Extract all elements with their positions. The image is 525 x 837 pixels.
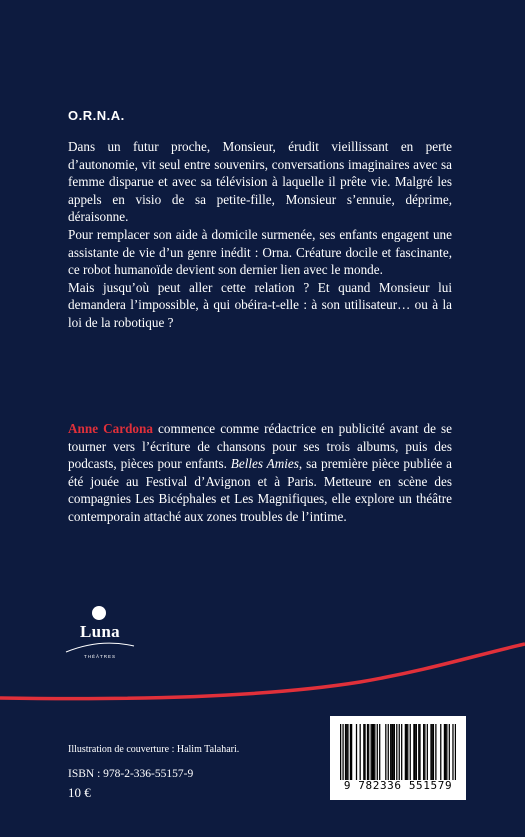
barcode-bar bbox=[350, 724, 351, 780]
barcode-bar bbox=[445, 724, 446, 780]
barcode-bar bbox=[372, 724, 373, 780]
publisher-name: Luna bbox=[80, 622, 120, 641]
barcode-bar bbox=[444, 724, 445, 780]
barcode-bar bbox=[401, 724, 402, 780]
bio-text: commence comme rédactrice en publicité avant de se tourner vers l’écriture de chansons pour ses trois albums, puis des podcasts, pièces pour enfants. bbox=[68, 421, 453, 472]
synopsis-paragraph: Pour remplacer son aide à domicile surmenée, ses enfants engagent une assistante de vie d’un genre inédit : Orna. Créature docile et fascinante, ce robot humanoïde devient son dernier lien avec le monde. bbox=[68, 226, 452, 278]
barcode-bar bbox=[433, 724, 434, 780]
barcode-bar bbox=[377, 724, 378, 780]
barcode-bar bbox=[416, 724, 417, 780]
barcode-bar bbox=[388, 724, 389, 780]
barcode-bar bbox=[379, 724, 380, 780]
barcode-bar bbox=[385, 724, 386, 780]
barcode-bar bbox=[446, 724, 447, 780]
barcode-bar bbox=[393, 724, 394, 780]
barcode-bar bbox=[396, 724, 397, 780]
bio-text: , sa première pièce publiée a été jouée au Festival d’Avignon et à Paris. Metteure en scène des compagnies Les Bicéphales et Les Magnifiques, elle explore un théâtre contemporain attaché aux zones troubles de l’intime. bbox=[68, 456, 452, 524]
barcode-bar bbox=[410, 724, 411, 780]
price: 10 € bbox=[68, 785, 91, 800]
barcode-bar bbox=[351, 724, 352, 780]
barcode-bar bbox=[449, 724, 450, 780]
barcode-bar bbox=[427, 724, 428, 780]
barcode-bar bbox=[363, 724, 364, 780]
barcode-bar bbox=[406, 724, 407, 780]
barcode-bar bbox=[419, 724, 420, 780]
barcode-bar bbox=[435, 724, 436, 780]
barcode bbox=[330, 716, 466, 800]
barcode-bar bbox=[394, 724, 395, 780]
cover-credits: Illustration de couverture : Halim Talahari. bbox=[68, 744, 240, 755]
barcode-bar bbox=[424, 724, 425, 780]
synopsis-paragraph: Mais jusqu’où peut aller cette relation ? Et quand Monsieur lui demandera l’impossible, à qui obéira-t-elle : à son utilisateur… ou à la loi de la robotique ? bbox=[68, 279, 452, 330]
barcode-bar bbox=[367, 724, 368, 780]
barcode-bar bbox=[430, 724, 431, 780]
barcode-bar bbox=[440, 724, 441, 780]
synopsis bbox=[68, 138, 452, 332]
barcode-bar bbox=[374, 724, 375, 780]
barcode-bar bbox=[452, 724, 453, 780]
barcode-bar bbox=[356, 724, 357, 780]
barcode-bar bbox=[413, 724, 414, 780]
barcode-bar bbox=[407, 724, 408, 780]
barcode-bar bbox=[364, 724, 365, 780]
barcode-bar bbox=[455, 724, 456, 780]
moon-icon bbox=[92, 606, 106, 620]
barcode-bar bbox=[432, 724, 433, 780]
barcode-bar bbox=[373, 724, 374, 780]
barcode-bar bbox=[340, 724, 341, 780]
barcode-bar bbox=[414, 724, 415, 780]
book-title: O.R.N.A. bbox=[68, 108, 125, 123]
barcode-bar bbox=[423, 724, 424, 780]
author-bio bbox=[68, 420, 452, 526]
barcode-bar bbox=[342, 724, 343, 780]
synopsis-paragraph: Dans un futur proche, Monsieur, érudit vieillissant en perte d’autonomie, vit seul entre souvenirs, conversations imaginaires avec sa femme disparue et avec sa télévision à laquelle il prête vie. Malgré les appels en visio de sa petite-fille, Monsieur s’ennuie, déprime, déraisonne. bbox=[68, 139, 452, 225]
barcode-bar bbox=[345, 724, 346, 780]
red-wave-decoration bbox=[0, 640, 525, 710]
publisher-sub: THÉÂTRES bbox=[83, 654, 116, 659]
author-name: Anne Cardona bbox=[68, 421, 153, 436]
isbn: ISBN : 978-2-336-55157-9 bbox=[68, 768, 194, 780]
play-title: Belles Amies bbox=[230, 456, 299, 472]
barcode-bar bbox=[390, 724, 391, 780]
barcode-bar bbox=[405, 724, 406, 780]
barcode-bar bbox=[360, 724, 361, 780]
barcode-bar bbox=[346, 724, 347, 780]
barcode-bar bbox=[399, 724, 400, 780]
barcode-number: 9 782336 551579 bbox=[343, 779, 453, 792]
barcode-bar bbox=[391, 724, 392, 780]
barcode-bars bbox=[340, 724, 456, 780]
barcode-bar bbox=[347, 724, 348, 780]
barcode-bar bbox=[368, 724, 369, 780]
barcode-bar bbox=[371, 724, 372, 780]
barcode-bar bbox=[418, 724, 419, 780]
